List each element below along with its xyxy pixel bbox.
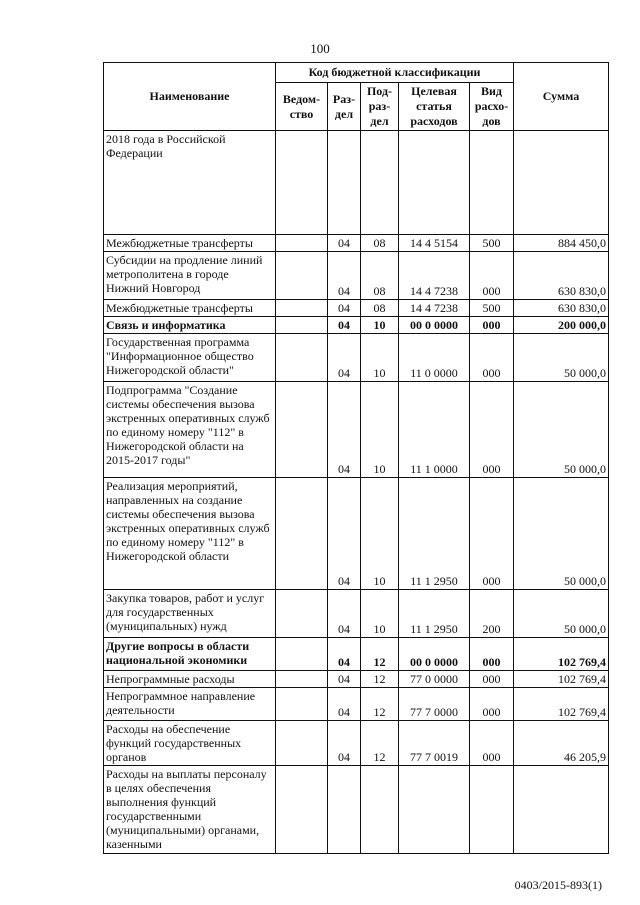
row-vedomstvo <box>276 334 328 382</box>
budget-table <box>103 62 609 854</box>
row-summa: 46 205,9 <box>514 721 609 766</box>
row-razdel: 04 <box>328 235 361 252</box>
row-vid: 000 <box>470 721 514 766</box>
row-vedomstvo <box>276 766 328 854</box>
row-podrazdel: 08 <box>361 300 399 317</box>
row-summa <box>514 131 609 235</box>
row-podrazdel: 10 <box>361 590 399 638</box>
row-vedomstvo <box>276 235 328 252</box>
row-tselevaya: 14 4 7238 <box>399 300 470 317</box>
row-summa: 50 000,0 <box>514 382 609 478</box>
row-podrazdel: 10 <box>361 317 399 334</box>
row-tselevaya: 00 0 0000 <box>399 317 470 334</box>
row-vid: 200 <box>470 590 514 638</box>
header-vid: Вид расхо-дов <box>470 83 514 131</box>
row-podrazdel: 12 <box>361 671 399 688</box>
row-summa: 102 769,4 <box>514 688 609 721</box>
row-summa: 50 000,0 <box>514 334 609 382</box>
row-summa: 884 450,0 <box>514 235 609 252</box>
row-vedomstvo <box>276 252 328 300</box>
row-vid: 000 <box>470 317 514 334</box>
row-vedomstvo <box>276 688 328 721</box>
row-tselevaya <box>399 131 470 235</box>
row-name: Субсидии на продление линий метрополитена в городе Нижний Новгород <box>104 252 276 300</box>
row-summa: 630 830,0 <box>514 252 609 300</box>
row-razdel: 04 <box>328 638 361 671</box>
row-podrazdel: 08 <box>361 252 399 300</box>
row-vedomstvo <box>276 300 328 317</box>
table-row <box>104 334 609 382</box>
row-podrazdel: 12 <box>361 638 399 671</box>
row-vid: 000 <box>470 638 514 671</box>
row-tselevaya: 14 4 5154 <box>399 235 470 252</box>
row-razdel: 04 <box>328 317 361 334</box>
row-name: 2018 года в Российской Федерации <box>104 131 276 235</box>
row-razdel: 04 <box>328 721 361 766</box>
row-razdel: 04 <box>328 671 361 688</box>
row-tselevaya: 11 1 2950 <box>399 590 470 638</box>
row-vedomstvo <box>276 671 328 688</box>
row-summa <box>514 766 609 854</box>
table-body <box>104 131 609 854</box>
row-vedomstvo <box>276 317 328 334</box>
row-tselevaya: 77 7 0019 <box>399 721 470 766</box>
header-code-group: Код бюджетной классификации <box>276 63 514 83</box>
row-summa: 200 000,0 <box>514 317 609 334</box>
table-row <box>104 721 609 766</box>
row-tselevaya: 77 0 0000 <box>399 671 470 688</box>
row-tselevaya: 14 4 7238 <box>399 252 470 300</box>
row-vid: 000 <box>470 334 514 382</box>
row-podrazdel: 12 <box>361 688 399 721</box>
row-summa: 102 769,4 <box>514 671 609 688</box>
row-name: Государственная программа "Информационное общество Нижегородской области" <box>104 334 276 382</box>
row-vedomstvo <box>276 721 328 766</box>
row-tselevaya: 00 0 0000 <box>399 638 470 671</box>
row-podrazdel: 08 <box>361 235 399 252</box>
row-name: Межбюджетные трансферты <box>104 300 276 317</box>
row-name: Подпрограмма "Создание системы обеспечения вызова экстренных оперативных служб по единому номеру "112" в Нижегородской области на 2015-2017 годы" <box>104 382 276 478</box>
row-name: Другие вопросы в области национальной экономики <box>104 638 276 671</box>
table-row <box>104 688 609 721</box>
page-number: 100 <box>310 41 330 56</box>
row-vedomstvo <box>276 590 328 638</box>
row-summa: 50 000,0 <box>514 478 609 590</box>
header-podrazdel: Под-раз-дел <box>361 83 399 131</box>
table-row <box>104 638 609 671</box>
table-row <box>104 235 609 252</box>
row-vedomstvo <box>276 131 328 235</box>
table-row <box>104 766 609 854</box>
row-name: Расходы на обеспечение функций государственных органов <box>104 721 276 766</box>
header-name: Наименование <box>104 63 276 131</box>
row-vid: 000 <box>470 478 514 590</box>
table-row <box>104 131 609 235</box>
row-vid <box>470 766 514 854</box>
table-row <box>104 317 609 334</box>
row-razdel: 04 <box>328 252 361 300</box>
row-name: Непрограммные расходы <box>104 671 276 688</box>
row-tselevaya: 11 1 0000 <box>399 382 470 478</box>
row-vid <box>470 131 514 235</box>
row-vid: 000 <box>470 671 514 688</box>
row-podrazdel <box>361 766 399 854</box>
row-name: Непрограммное направление деятельности <box>104 688 276 721</box>
header-vedomstvo: Ведом-ство <box>276 83 328 131</box>
row-summa: 50 000,0 <box>514 590 609 638</box>
row-vid: 500 <box>470 235 514 252</box>
row-vid: 000 <box>470 382 514 478</box>
row-vid: 500 <box>470 300 514 317</box>
row-razdel: 04 <box>328 478 361 590</box>
table-row <box>104 300 609 317</box>
row-razdel <box>328 131 361 235</box>
row-podrazdel: 12 <box>361 721 399 766</box>
row-vid: 000 <box>470 252 514 300</box>
table-header <box>104 63 609 131</box>
row-razdel: 04 <box>328 590 361 638</box>
header-razdel: Раз-дел <box>328 83 361 131</box>
row-name: Связь и информатика <box>104 317 276 334</box>
document-code: 0403/2015-893(1) <box>514 878 602 892</box>
row-tselevaya: 11 1 2950 <box>399 478 470 590</box>
row-vedomstvo <box>276 382 328 478</box>
row-razdel: 04 <box>328 300 361 317</box>
row-vedomstvo <box>276 638 328 671</box>
row-name: Межбюджетные трансферты <box>104 235 276 252</box>
table-row <box>104 252 609 300</box>
row-tselevaya: 11 0 0000 <box>399 334 470 382</box>
row-razdel: 04 <box>328 382 361 478</box>
row-name: Расходы на выплаты персоналу в целях обеспечения выполнения функций государственными (муниципальными) органами, казенными <box>104 766 276 854</box>
table-row <box>104 382 609 478</box>
row-podrazdel <box>361 131 399 235</box>
row-summa: 102 769,4 <box>514 638 609 671</box>
row-podrazdel: 10 <box>361 478 399 590</box>
table-row <box>104 671 609 688</box>
row-name: Реализация мероприятий, направленных на создание системы обеспечения вызова экстренных оперативных служб по единому номеру "112" в Нижегородской области <box>104 478 276 590</box>
row-vid: 000 <box>470 688 514 721</box>
row-name: Закупка товаров, работ и услуг для государственных (муниципальных) нужд <box>104 590 276 638</box>
table-row <box>104 478 609 590</box>
row-razdel <box>328 766 361 854</box>
row-tselevaya <box>399 766 470 854</box>
row-razdel: 04 <box>328 688 361 721</box>
row-vedomstvo <box>276 478 328 590</box>
row-podrazdel: 10 <box>361 382 399 478</box>
header-summa: Сумма <box>514 63 609 131</box>
row-razdel: 04 <box>328 334 361 382</box>
row-podrazdel: 10 <box>361 334 399 382</box>
header-tselevaya: Целевая статья расходов <box>399 83 470 131</box>
table-row <box>104 590 609 638</box>
row-summa: 630 830,0 <box>514 300 609 317</box>
row-tselevaya: 77 7 0000 <box>399 688 470 721</box>
